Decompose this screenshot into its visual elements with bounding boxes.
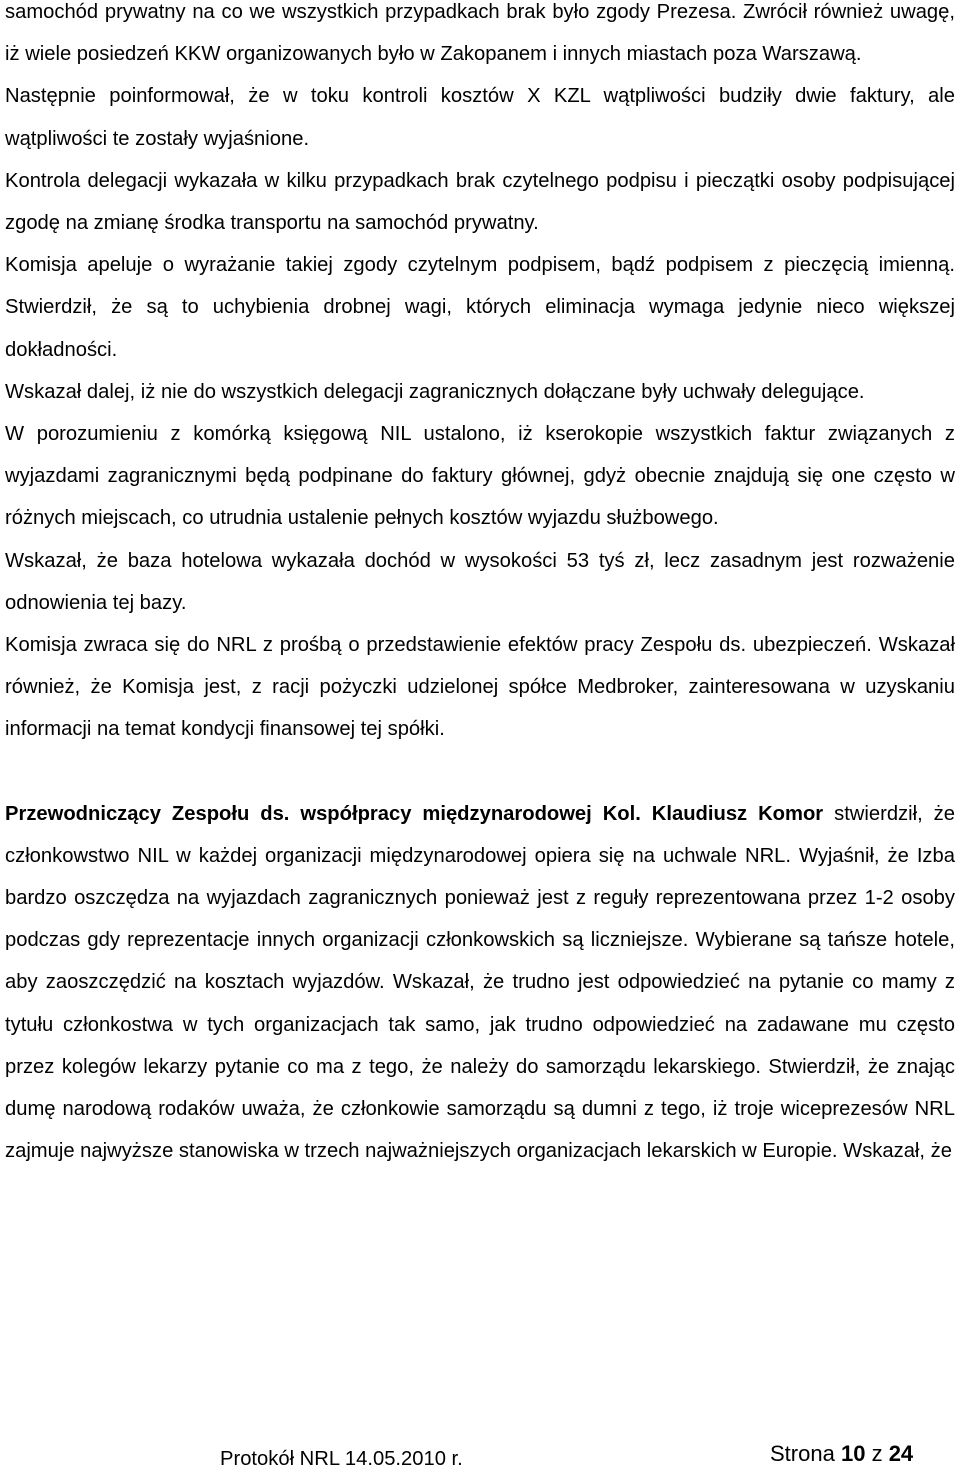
page-footer: [0, 1437, 960, 1473]
paragraph-spacer: [5, 751, 955, 793]
footer-page-word: Strona: [770, 1441, 835, 1466]
paragraph: W porozumieniu z komórką księgową NIL ustalono, iż kserokopie wszystkich faktur związanych z wyjazdami zagranicznymi będą podpinane do faktury głównej, gdyż obecnie znajdują się one często w różnych miejscach, co utrudnia ustalenie pełnych kosztów wyjazdu służbowego.: [5, 423, 955, 530]
paragraph: Następnie poinformował, że w toku kontroli kosztów X KZL wątpliwości budziły dwie faktury, ale wątpliwości te zostały wyjaśnione.: [5, 85, 955, 150]
footer-document-title: Protokół NRL 14.05.2010 r.: [220, 1448, 463, 1470]
footer-page-number: [770, 1441, 913, 1467]
footer-of-word: z: [871, 1441, 883, 1466]
paragraph: Kontrola delegacji wykazała w kilku przypadkach brak czytelnego podpisu i pieczątki osoby podpisującej zgodę na zmianę środka transportu na samochód prywatny.: [5, 169, 955, 235]
paragraph: Wskazał dalej, iż nie do wszystkich delegacji zagranicznych dołączane były uchwały delegujące.: [5, 380, 865, 403]
footer-current-page: 10: [840, 1441, 866, 1466]
paragraph: Komisja zwraca się do NRL z prośbą o przedstawienie efektów pracy Zespołu ds. ubezpieczeń. Wskazał również, że Komisja jest, z racji pożyczki udzielonej spółce Medbroker, zainteresowana w uzyskaniu informacji na temat kondycji finansowej tej spółki.: [5, 634, 955, 741]
document-body: [5, 0, 955, 1172]
paragraph: samochód prywatny na co we wszystkich przypadkach brak było zgody Prezesa. Zwrócił również uwagę, iż wiele posiedzeń KKW organizowanych było w Zakopanem i innych miastach poza Warszawą.: [5, 1, 955, 66]
speaker-paragraph: [5, 793, 955, 1173]
speaker-name: Przewodniczący Zespołu ds. współpracy międzynarodowej Kol. Klaudiusz Komor: [5, 802, 824, 825]
speaker-statement: stwierdził, że członkowstwo NIL w każdej organizacji międzynarodowej opiera się na uchwale NRL. Wyjaśnił, że Izba bardzo oszczędza na wyjazdach zagranicznych ponieważ jest z reguły reprezentowana przez 1-2 osoby podczas gdy reprezentacje innych organizacji członkowskich są liczniejsze. Wybierane są tańsze hotele, aby zaoszczędzić na kosztach wyjazdów. Wskazał, że trudno jest odpowiedzieć na pytanie co mamy z tytułu członkostwa w tych organizacjach tak samo, jak trudno odpowiedzieć na zadawane mu często przez kolegów lekarzy pytanie co ma z tego, że należy do samorządu lekarskiego. Stwierdził, że znając dumę narodową rodaków uważa, że członkowie samorządu są dumni z tego, iż troje wiceprezesów NRL zajmuje najwyższe stanowiska w trzech najważniejszych organizacjach lekarskich w Europie. Wskazał, że: [5, 802, 955, 1163]
paragraph: Komisja apeluje o wyrażanie takiej zgody czytelnym podpisem, bądź podpisem z pieczęcią imienną. Stwierdził, że są to uchybienia drobnej wagi, których eliminacja wymaga jedynie nieco większej dokładności.: [5, 254, 955, 361]
paragraph: Wskazał, że baza hotelowa wykazała dochód w wysokości 53 tyś zł, lecz zasadnym jest rozważenie odnowienia tej bazy.: [5, 549, 955, 614]
footer-total-pages: 24: [888, 1441, 914, 1466]
